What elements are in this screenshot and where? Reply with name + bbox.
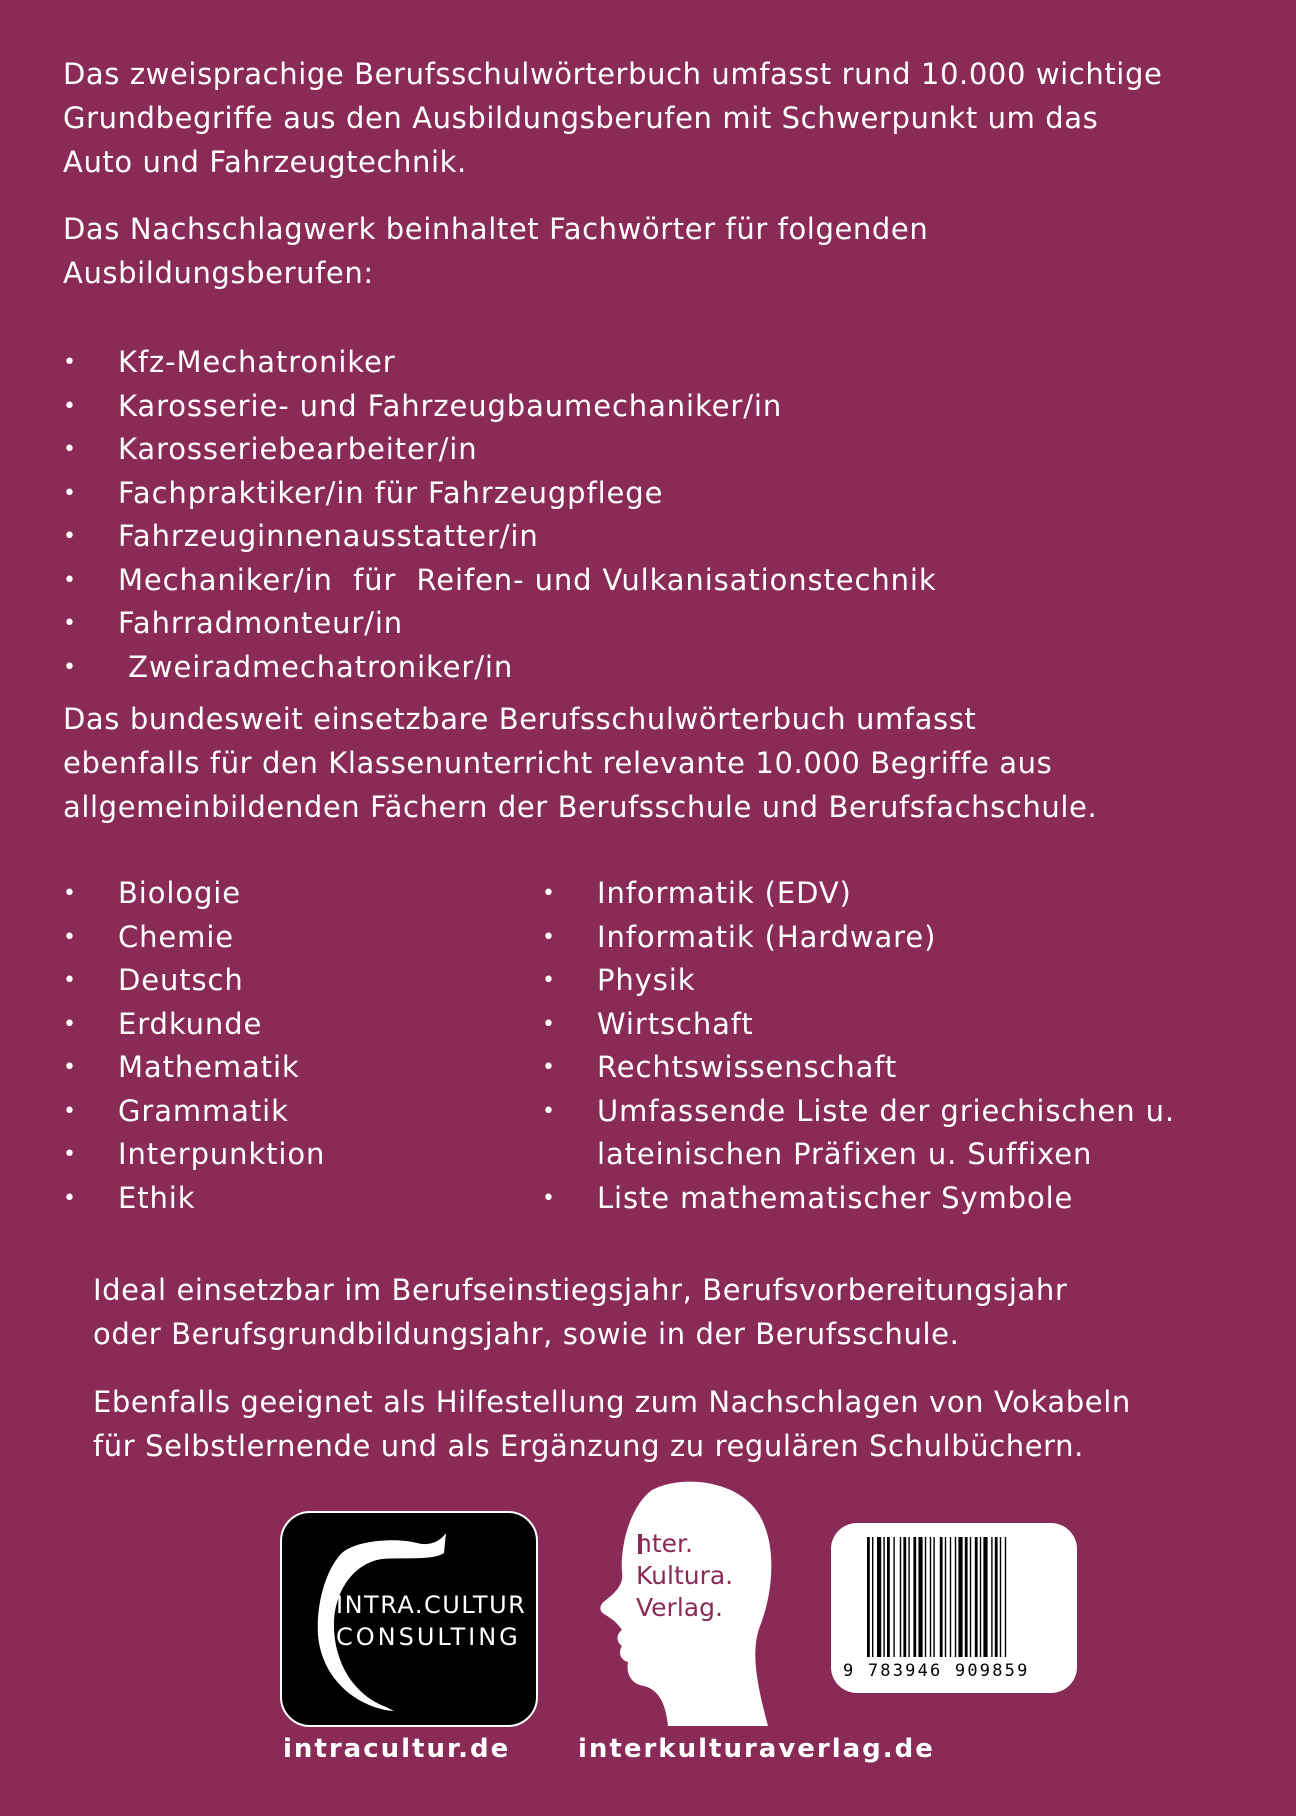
bullet-icon: • xyxy=(63,567,77,593)
list-item: • Biologie xyxy=(63,872,325,916)
list-item: • Fachpraktiker/in für Fahrzeugpflege xyxy=(63,472,937,516)
occupation-list xyxy=(63,341,937,689)
general-paragraph xyxy=(63,697,1243,829)
barcode-bar xyxy=(983,1537,987,1657)
barcode-bar xyxy=(900,1537,901,1657)
barcode-bar xyxy=(991,1537,992,1657)
bullet-icon: • xyxy=(542,1098,556,1124)
list-item-continuation: lateinischen Präfixen u. Suffixen xyxy=(597,1137,1093,1171)
list-item: • Karosseriebearbeiter/in xyxy=(63,428,937,472)
barcode-bar xyxy=(930,1537,931,1657)
selfstudy-line: Ebenfalls geeignet als Hilfestellung zum Nachschlagen von Vokabeln xyxy=(93,1385,1131,1419)
interkultura-wordmark: nter. Kultura. Verlag. xyxy=(636,1529,734,1622)
barcode-bar xyxy=(995,1537,998,1657)
list-item: • Liste mathematischer Symbole xyxy=(542,1177,1175,1221)
list-item: • Grammatik xyxy=(63,1090,325,1134)
bullet-icon: • xyxy=(63,393,77,419)
intro-line: Das zweisprachige Berufsschulwörterbuch umfasst rund 10.000 wichtige xyxy=(63,57,1163,91)
barcode-number: 9 783946 909859 xyxy=(843,1661,1030,1681)
bullet-icon: • xyxy=(63,1098,77,1124)
list-item: • Informatik (Hardware) xyxy=(542,916,1175,960)
list-item: • Fahrradmonteur/in xyxy=(63,602,937,646)
barcode-bar xyxy=(918,1537,922,1657)
bullet-icon: • xyxy=(63,968,77,993)
barcode-bar xyxy=(940,1537,943,1657)
subject-list-right xyxy=(542,872,1175,1220)
barcode-bar xyxy=(980,1537,981,1657)
barcode-bar xyxy=(883,1537,884,1657)
bullet-icon: • xyxy=(63,480,77,506)
bullet-icon: • xyxy=(63,881,77,906)
list-item: • Erdkunde xyxy=(63,1003,325,1047)
bullet-icon: • xyxy=(63,611,77,636)
barcode-bar xyxy=(893,1537,894,1657)
usage-line: Ideal einsetzbar im Berufseinstiegsjahr, Berufsvorbereitungsjahr xyxy=(93,1273,1068,1307)
bullet-icon: • xyxy=(63,1055,77,1080)
barcode-bar xyxy=(867,1537,870,1657)
list-item: • Mechaniker/in für Reifen- und Vulkanisationstechnik xyxy=(63,559,937,603)
barcode-bar xyxy=(933,1537,934,1657)
general-line: allgemeinbildenden Fächern der Berufsschule und Berufsfachschule. xyxy=(63,790,1098,824)
bullet-icon: • xyxy=(63,437,77,462)
barcode-bar xyxy=(965,1537,968,1657)
list-item: • Informatik (EDV) xyxy=(542,872,1175,916)
intracultur-emblem-icon xyxy=(282,1513,536,1725)
usage-line: oder Berufsgrundbildungsjahr, sowie in der Berufsschule. xyxy=(93,1317,960,1351)
intro-line: Auto und Fahrzeugtechnik. xyxy=(63,145,467,179)
bullet-icon: • xyxy=(542,924,556,950)
barcode-bar xyxy=(975,1537,978,1657)
bullet-icon: • xyxy=(542,968,556,993)
intro-line: Grundbegriffe aus den Ausbildungsberufen mit Schwerpunkt um das xyxy=(63,101,1099,135)
bullet-icon: • xyxy=(63,1185,77,1211)
interkultura-url[interactable]: interkulturaverlag.de xyxy=(578,1734,935,1764)
intracultur-url[interactable]: intracultur.de xyxy=(283,1734,511,1764)
isbn-barcode xyxy=(831,1523,1077,1693)
barcode-bar xyxy=(955,1537,956,1657)
barcode-bar xyxy=(887,1537,890,1657)
barcode-bar xyxy=(913,1537,916,1657)
barcode-bar xyxy=(958,1537,962,1657)
bullet-icon: • xyxy=(63,524,77,549)
barcode-bar xyxy=(950,1537,951,1657)
selfstudy-line: für Selbstlernende und als Ergänzung zu regulären Schulbüchern. xyxy=(93,1429,1084,1463)
barcode-bar xyxy=(908,1537,909,1657)
bullet-icon: • xyxy=(63,1142,77,1167)
general-line: ebenfalls für den Klassenunterricht relevante 10.000 Begriffe aus xyxy=(63,746,1053,780)
reference-paragraph xyxy=(63,207,1243,295)
barcode-bar xyxy=(1005,1537,1006,1657)
intro-paragraph xyxy=(63,52,1243,184)
barcode-bar xyxy=(903,1537,906,1657)
list-item: • Karosserie- und Fahrzeugbaumechaniker/in xyxy=(63,385,937,429)
interkultura-logo xyxy=(590,1476,776,1726)
bullet-icon: • xyxy=(542,1055,556,1080)
list-item: • Physik xyxy=(542,959,1175,1003)
usage-paragraph xyxy=(93,1268,1273,1356)
list-item: • Umfassende Liste der griechischen u. xyxy=(542,1090,1175,1134)
selfstudy-paragraph xyxy=(93,1380,1273,1468)
barcode-bar xyxy=(1000,1537,1001,1657)
intracultur-name: INTRA.CULTUR xyxy=(336,1591,527,1619)
list-item: • Fahrzeuginnenausstatter/in xyxy=(63,515,937,559)
list-item: • Kfz-Mechatroniker xyxy=(63,341,937,385)
bullet-icon: • xyxy=(63,654,77,680)
barcode-bar xyxy=(970,1537,971,1657)
reference-line: Das Nachschlagwerk beinhaltet Fachwörter für folgenden xyxy=(63,212,929,246)
reference-line: Ausbildungsberufen: xyxy=(63,256,374,290)
subject-list-left xyxy=(63,872,325,1220)
barcode-bar xyxy=(872,1537,873,1657)
list-item: • Ethik xyxy=(63,1177,325,1221)
list-item: • Interpunktion xyxy=(63,1133,325,1177)
list-item: • Zweiradmechatroniker/in xyxy=(63,646,937,690)
list-item: • Rechtswissenschaft xyxy=(542,1046,1175,1090)
barcode-bar xyxy=(945,1537,946,1657)
bullet-icon: • xyxy=(63,924,77,950)
bullet-icon: • xyxy=(63,1011,77,1037)
intracultur-subtitle: CONSULTING xyxy=(336,1623,521,1651)
barcode-bar xyxy=(877,1537,881,1657)
bullet-icon: • xyxy=(542,1011,556,1037)
general-line: Das bundesweit einsetzbare Berufsschulwörterbuch umfasst xyxy=(63,702,977,736)
list-item: • Wirtschaft xyxy=(542,1003,1175,1047)
list-item: • Chemie xyxy=(63,916,325,960)
list-item: • Deutsch xyxy=(63,959,325,1003)
intracultur-logo xyxy=(280,1511,538,1727)
bullet-icon: • xyxy=(63,350,77,375)
bullet-icon: • xyxy=(542,881,556,906)
list-item: • Mathematik xyxy=(63,1046,325,1090)
barcode-bar xyxy=(925,1537,926,1657)
bullet-icon: • xyxy=(542,1185,556,1211)
